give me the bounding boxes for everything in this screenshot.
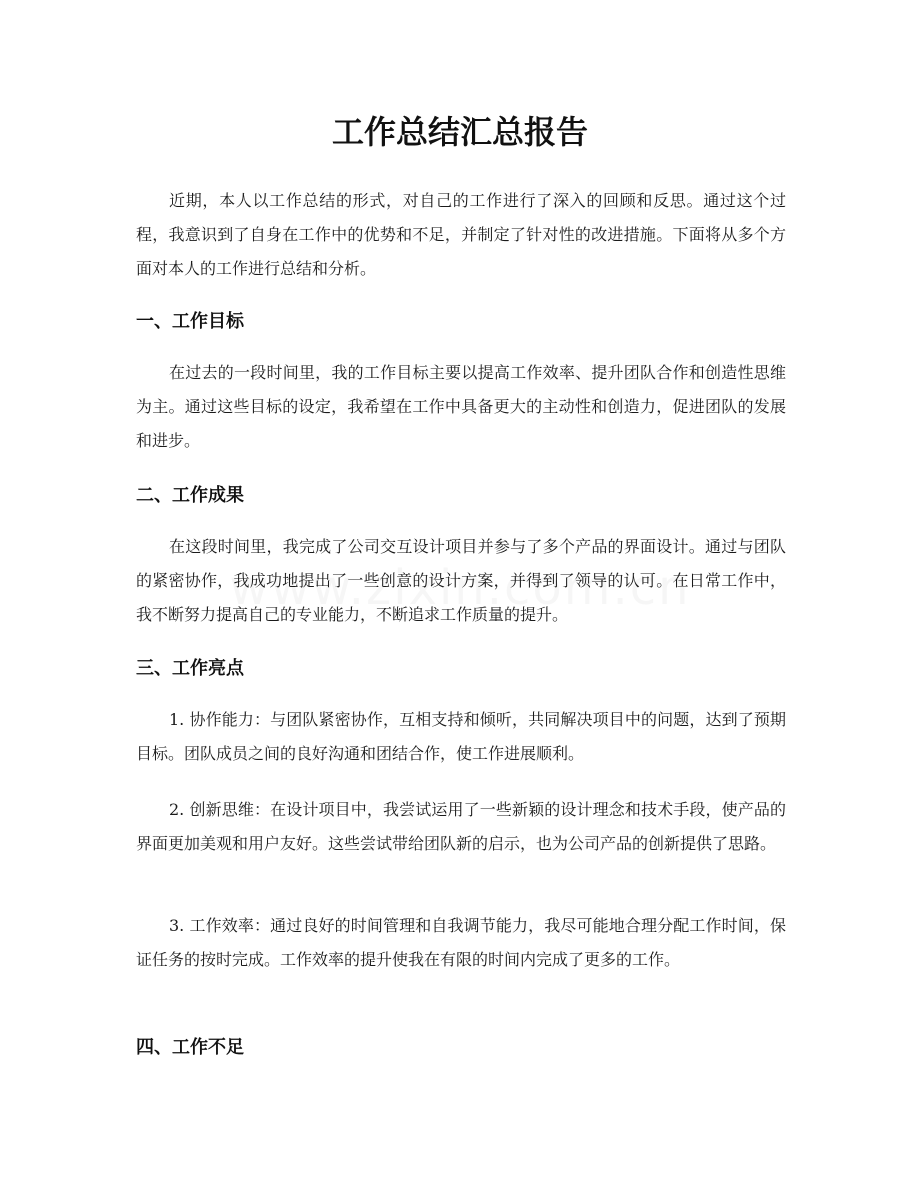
section-heading-results: 二、工作成果	[136, 485, 244, 506]
document-title: 工作总结汇总报告	[331, 113, 588, 151]
highlight-item-innovation: 2. 创新思维：在设计项目中，我尝试运用了一些新颖的设计理念和技术手段，使产品的界面更加美观和用户友好。这些尝试带给团队新的启示，也为公司产品的创新提供了思路。	[136, 800, 786, 853]
section-heading-shortcomings: 四、工作不足	[136, 1037, 244, 1058]
highlight-item-efficiency: 3. 工作效率：通过良好的时间管理和自我调节能力，我尽可能地合理分配工作时间，保证任务的按时完成。工作效率的提升使我在有限的时间内完成了更多的工作。	[136, 916, 786, 969]
highlight-item-collaboration: 1. 协作能力：与团队紧密协作，互相支持和倾听，共同解决项目中的问题，达到了预期目标。团队成员之间的良好沟通和团结合作，使工作进展顺利。	[136, 710, 786, 763]
section-goals-paragraph: 在过去的一段时间里，我的工作目标主要以提高工作效率、提升团队合作和创造性思维为主。通过这些目标的设定，我希望在工作中具备更大的主动性和创造力，促进团队的发展和进步。	[136, 363, 786, 450]
section-heading-goals: 一、工作目标	[136, 311, 244, 332]
section-heading-highlights: 三、工作亮点	[136, 658, 244, 679]
intro-paragraph: 近期，本人以工作总结的形式，对自己的工作进行了深入的回顾和反思。通过这个过程，我意识到了自身在工作中的优势和不足，并制定了针对性的改进措施。下面将从多个方面对本人的工作进行总结和分析。	[136, 191, 786, 278]
section-results-paragraph: 在这段时间里，我完成了公司交互设计项目并参与了多个产品的界面设计。通过与团队的紧密协作，我成功地提出了一些创意的设计方案，并得到了领导的认可。在日常工作中，我不断努力提高自己的专业能力，不断追求工作质量的提升。	[136, 537, 786, 624]
watermark-text	[0, 560, 920, 616]
